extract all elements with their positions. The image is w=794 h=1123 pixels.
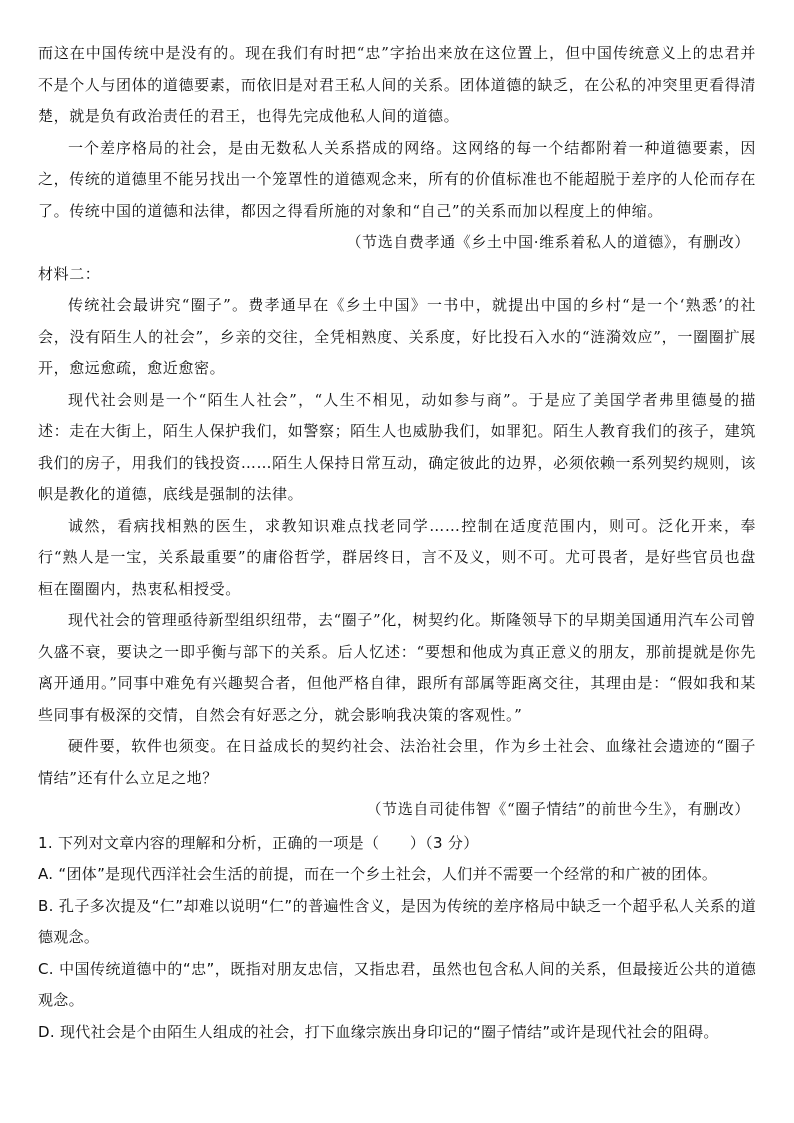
option-a: A. “团体”是现代西洋社会生活的前提，而在一个乡土社会，人们并不需要一个经常的和广被的团体。 <box>38 865 718 883</box>
document-page <box>38 38 756 1048</box>
paragraph: 硬件要，软件也须变。在日益成长的契约社会、法治社会里，作为乡土社会、血缘社会遗迹的“圈子情结”还有什么立足之地？ <box>38 737 756 787</box>
source-citation: （节选自费孝通《乡土中国·维系着私人的道德》，有删改） <box>346 233 750 251</box>
paragraph: 一个差序格局的社会，是由无数私人关系搭成的网络。这网络的每一个结都附着一种道德要素，因之，传统的道德里不能另找出一个笼罩性的道德观念来，所有的价值标准也不能超脱于差序的人伦而存在了。传统中国的道德和法律，都因之得看所施的对象和“自己”的关系而加以程度上的伸缩。 <box>38 138 756 220</box>
option-d: D. 现代社会是个由陌生人组成的社会，打下血缘宗族出身印记的“圈子情结”或许是现代社会的阻碍。 <box>38 1022 719 1041</box>
material-heading: 材料二： <box>38 264 101 283</box>
option-b: B. 孔子多次提及“仁”却难以说明“仁”的普遍性含义，是因为传统的差序格局中缺乏一个超乎私人关系的道德观念。 <box>38 896 756 946</box>
paragraph-continued: 而这在中国传统中是没有的。现在我们有时把“忠”字抬出来放在这位置上，但中国传统意义上的忠君并不是个人与团体的道德要素，而依旧是对君王私人间的关系。团体道德的缺乏，在公私的冲突里更看得清楚，就是负有政治责任的君王，也得先完成他私人间的道德。 <box>38 44 756 125</box>
paragraph: 现代社会的管理亟待新型组织纽带，去“圈子”化，树契约化。斯隆领导下的早期美国通用汽车公司曾久盛不衰，要诀之一即乎衡与部下的关系。后人忆述：“要想和他成为真正意义的朋友，那前提就是你先离开通用。”同事中难免有兴趣契合者，但他严格自律，跟所有部属等距离交往，其理由是：“假如我和某些同事有极深的交情，自然会有好恶之分，就会影响我决策的客观性。” <box>38 611 756 724</box>
paragraph: 传统社会最讲究“圈子”。费孝通早在《乡土中国》一书中，就提出中国的乡村“是一个‘熟悉’的社会，没有陌生人的社会”，乡亲的交往，全凭相熟度、关系度，好比投石入水的“涟漪效应”，一圈圈扩展开，愈远愈疏，愈近愈密。 <box>38 296 756 377</box>
source-citation: （节选自司徒伟智《“圈子情结”的前世今生》，有删改） <box>366 800 750 818</box>
question-block <box>38 828 756 1049</box>
passage-one <box>38 38 756 259</box>
paragraph: 诚然，看病找相熟的医生，求教知识难点找老同学……控制在适度范围内，则可。泛化开来，奉行“熟人是一宝，关系最重要”的庸俗哲学，群居终日，言不及义，则不可。尤可畏者，是好些官员也盘桓在圈圈内，热衷私相授受。 <box>38 516 756 598</box>
paragraph: 现代社会则是一个“陌生人社会”，“人生不相见，动如参与商”。于是应了美国学者弗里德曼的描述：走在大街上，陌生人保护我们，如警察；陌生人也威胁我们，如罪犯。陌生人教育我们的孩子，建筑我们的房子，用我们的钱投资……陌生人保持日常互动，确定彼此的边界，必须依赖一系列契约规则，该帜是教化的道德，底线是强制的法律。 <box>38 390 756 503</box>
question-stem: 1. 下列对文章内容的理解和分析，正确的一项是（ ）（3 分） <box>38 833 479 852</box>
option-c: C. 中国传统道德中的“忠”，既指对朋友忠信，又指忠君，虽然也包含私人间的关系，但最接近公共的道德观念。 <box>38 959 756 1009</box>
passage-two <box>38 259 756 826</box>
